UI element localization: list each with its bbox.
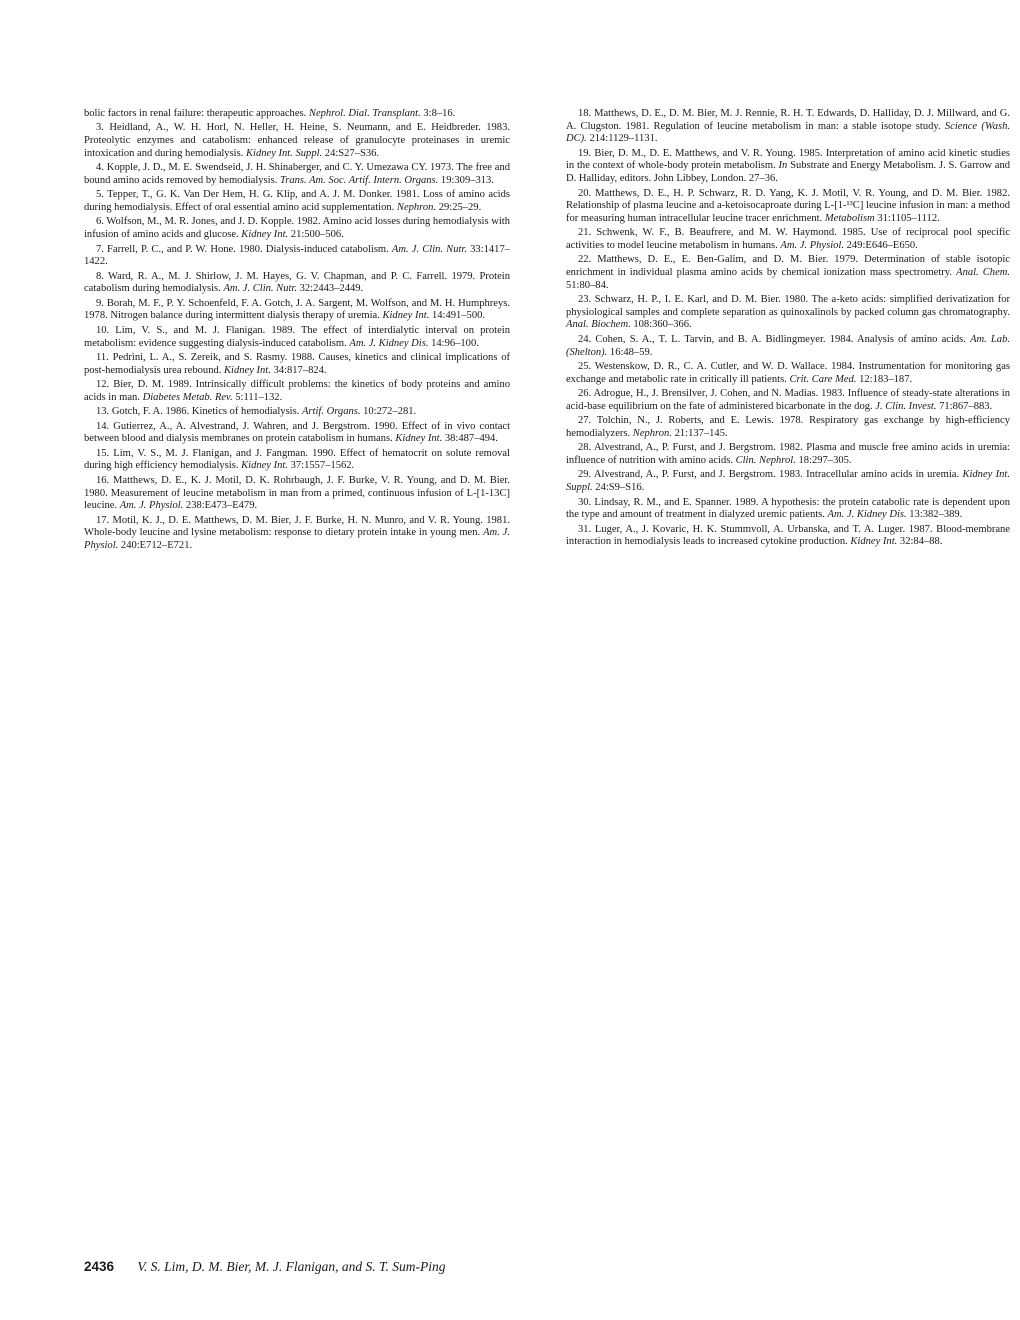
reference-item: 14. Gutierrez, A., A. Alvestrand, J. Wahren, and J. Bergstrom. 1990. Effect of in vivo contact between blood and dialysis membranes on protein catabolism in humans. Kidney Int. 38:487–494. [84,420,510,445]
reference-item: 3. Heidland, A., W. H. Horl, N. Heller, H. Heine, S. Neumann, and E. Heidbreder. 1983. Proteolytic enzymes and catabolism: enhanced release of granulocyte proteinases in uremic intoxication and during hemodialysis. Kidney Int. Suppl. 24:S27–S36. [84,122,510,159]
reference-item: 24. Cohen, S. A., T. L. Tarvin, and B. A. Bidlingmeyer. 1984. Analysis of amino acids. Am. Lab. (Shelton). 16:48–59. [566,333,1010,358]
reference-item: 23. Schwarz, H. P., I. E. Karl, and D. M. Bier. 1980. The a-keto acids: simplified derivatization for physiological samples and complete separation as quinoxalinols by packed column gas chromatography. Anal. Biochem. 108:360–366. [566,294,1010,331]
page-footer [84,1259,784,1275]
reference-item: 20. Matthews, D. E., H. P. Schwarz, R. D. Yang, K. J. Motil, V. R. Young, and D. M. Bier. 1982. Relationship of plasma leucine and a-ketoisocaproate during L-[1-¹³C] leucine infusion in man: a method for measuring human intracellular leucine tracer enrichment. Metabolism 31:1105–1112. [566,187,1010,224]
reference-item: 26. Adrogue, H., J. Brensilver, J. Cohen, and N. Madias. 1983. Influence of steady-state alterations in acid-base equilibrium on the fate of administered bicarbonate in the dog. J. Clin. Invest. 71:867–883. [566,388,1010,412]
reference-item: 30. Lindsay, R. M., and E. Spanner. 1989. A hypothesis: the protein catabolic rate is dependent upon the type and amount of treatment in dialyzed uremic patients. Am. J. Kidney Dis. 13:382–389. [566,496,1010,521]
reference-item: 27. Tolchin, N., J. Roberts, and E. Lewis. 1978. Respiratory gas exchange by high-efficiency hemodialyzers. Nephron. 21:137–145. [566,415,1010,439]
reference-item: 19. Bier, D. M., D. E. Matthews, and V. R. Young. 1985. Interpretation of amino acid kinetic studies in the context of whole-body protein metabolism. In Substrate and Energy Metabolism. J. S. Garrow and D. Halliday, editors. John Libbey, London. 27–36. [566,147,1011,185]
running-authors: V. S. Lim, D. M. Bier, M. J. Flanigan, and S. T. Sum-Ping [137,1259,446,1274]
reference-item: 13. Gotch, F. A. 1986. Kinetics of hemodialysis. Artif. Organs. 10:272–281. [96,406,417,418]
reference-item: 5. Tepper, T., G. K. Van Der Hem, H. G. Klip, and A. J. M. Donker. 1981. Loss of amino acids during hemodialysis. Effect of oral essential amino acid supplementation. Nephron. 29:25–29. [84,189,510,213]
reference-item: 11. Pedrini, L. A., S. Zereik, and S. Rasmy. 1988. Causes, kinetics and clinical implications of post-hemodialysis urea rebound. Kidney Int. 34:817–824. [84,351,510,376]
reference-item: 15. Lim, V. S., M. J. Flanigan, and J. Fangman. 1990. Effect of hematocrit on solute removal during high efficiency hemodialysis. Kidney Int. 37:1557–1562. [84,447,510,472]
reference-item: 18. Matthews, D. E., D. M. Bier, M. J. Rennie, R. H. T. Edwards, D. Halliday, D. J. Millward, and G. A. Clugston. 1981. Regulation of leucine metabolism in man: a stable isotope study. Science (Wash. DC). 214:1129–1131. [566,108,1010,145]
page-number: 2436 [84,1259,115,1274]
reference-item: 16. Matthews, D. E., K. J. Motil, D. K. Rohrbaugh, J. F. Burke, V. R. Young, and D. M. Bier. 1980. Measurement of leucine metabolism in man from a primed, continuous infusion of L-[1-13C] leucine. Am. J. Physiol. 238:E473–E479. [84,474,510,512]
reference-item: 29. Alvestrand, A., P. Furst, and J. Bergstrom. 1983. Intracellular amino acids in uremia. Kidney Int. Suppl. 24:S9–S16. [566,469,1010,494]
reference-item: 6. Wolfson, M., M. R. Jones, and J. D. Kopple. 1982. Amino acid losses during hemodialysis with infusion of amino acids and glucose. Kidney Int. 21:500–506. [84,216,510,241]
reference-item: 12. Bier, D. M. 1989. Intrinsically difficult problems: the kinetics of body proteins and amino acids in man. Diabetes Metab. Rev. 5:111–132. [84,379,510,403]
reference-item: 28. Alvestrand, A., P. Furst, and J. Bergstrom. 1982. Plasma and muscle free amino acids in uremia: influence of nutrition with amino acids. Clin. Nephrol. 18:297–305. [566,442,1010,467]
reference-item: 25. Westenskow, D. R., C. A. Cutler, and W. D. Wallace. 1984. Instrumentation for monitoring gas exchange and metabolic rate in critically ill patients. Crit. Care Med. 12:183–187. [566,361,1010,385]
reference-item: 10. Lim, V. S., and M. J. Flanigan. 1989. The effect of interdialytic interval on protein metabolism: evidence suggesting dialysis-induced catabolism. Am. J. Kidney Dis. 14:96–100. [84,324,510,349]
reference-item: 4. Kopple, J. D., M. E. Swendseid, J. H. Shinaberger, and C. Y. Umezawa CY. 1973. The free and bound amino acids removed by hemodialysis. Trans. Am. Soc. Artif. Intern. Organs. 19:309–313. [84,162,510,186]
reference-item: 21. Schwenk, W. F., B. Beaufrere, and M. W. Haymond. 1985. Use of reciprocal pool specific activities to model leucine metabolism in humans. Am. J. Physiol. 249:E646–E650. [566,227,1010,251]
reference-item: bolic factors in renal failure: therapeutic approaches. Nephrol. Dial. Transplant. 3:8–16. [84,108,456,119]
reference-item: 22. Matthews, D. E., E. Ben-Galim, and D. M. Bier. 1979. Determination of stable isotopic enrichment in individual plasma amino acids by chemical ionization mass spectrometry. Anal. Chem. 51:80–84. [566,254,1011,291]
reference-item: 7. Farrell, P. C., and P. W. Hone. 1980. Dialysis-induced catabolism. Am. J. Clin. Nutr. 33:1417–1422. [84,243,510,268]
reference-column-right [566,108,1010,551]
reference-item: 8. Ward, R. A., M. J. Shirlow, J. M. Hayes, G. V. Chapman, and P. C. Farrell. 1979. Protein catabolism during hemodialysis. Am. J. Clin. Nutr. 32:2443–2449. [84,270,510,295]
reference-item: 9. Borah, M. F., P. Y. Schoenfeld, F. A. Gotch, J. A. Sargent, M. Wolfson, and M. H. Humphreys. 1978. Nitrogen balance during intermittent dialysis therapy of uremia. Kidney Int. 14:491–500. [84,297,510,322]
reference-item: 31. Luger, A., J. Kovaric, H. K. Stummvoll, A. Urbanska, and T. A. Luger. 1987. Blood-membrane interaction in hemodialysis leads to increased cytokine production. Kidney Int. 32:84–88. [566,523,1010,548]
reference-column-left [84,108,510,554]
reference-item: 17. Motil, K. J., D. E. Matthews, D. M. Bier, J. F. Burke, H. N. Munro, and V. R. Young. 1981. Whole-body leucine and lysine metabolism: response to dietary protein intake in young men. Am. J. Physiol. 240:E712–E721. [84,514,510,551]
